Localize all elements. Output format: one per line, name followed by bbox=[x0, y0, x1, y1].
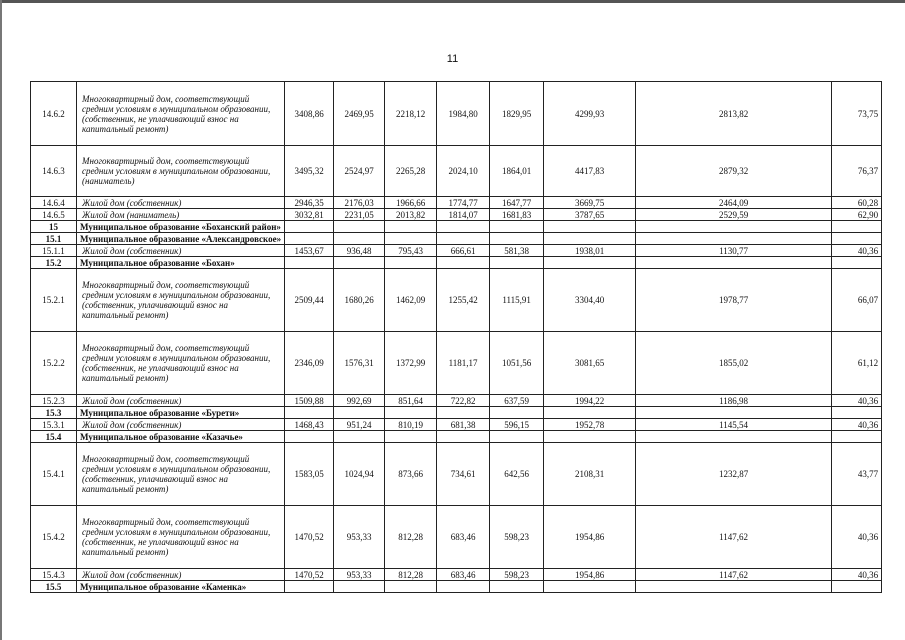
section-row bbox=[31, 257, 882, 269]
empty-cell bbox=[334, 407, 385, 419]
value-col-8: 66,07 bbox=[832, 269, 882, 332]
table-row bbox=[31, 197, 882, 209]
housing-type-description: Многоквартирный дом, соответствующий средним условиям в муниципальном образовании, (собственник, не уплачивающий взнос на капитальный ремонт) bbox=[77, 82, 285, 146]
row-number: 15.1.1 bbox=[31, 245, 77, 257]
empty-cell bbox=[832, 257, 882, 269]
empty-cell bbox=[437, 221, 490, 233]
section-title: Муниципальное образование «Каменка» bbox=[77, 581, 285, 593]
value-col-3: 795,43 bbox=[385, 245, 437, 257]
value-col-6: 1954,86 bbox=[544, 569, 636, 581]
empty-cell bbox=[490, 407, 544, 419]
value-col-5: 1647,77 bbox=[490, 197, 544, 209]
value-col-7: 1130,77 bbox=[636, 245, 832, 257]
table-row bbox=[31, 209, 882, 221]
value-col-6: 1994,22 bbox=[544, 395, 636, 407]
empty-cell bbox=[490, 581, 544, 593]
value-col-1: 1509,88 bbox=[285, 395, 334, 407]
housing-type-description: Многоквартирный дом, соответствующий средним условиям в муниципальном образовании, (собственник, не уплачивающий взнос на капитальный ремонт) bbox=[77, 506, 285, 569]
empty-cell bbox=[285, 407, 334, 419]
row-number: 14.6.4 bbox=[31, 197, 77, 209]
housing-type-description: Многоквартирный дом, соответствующий средним условиям в муниципальном образовании, (собственник, уплачивающий взнос на капитальный ремонт) bbox=[77, 443, 285, 506]
row-number: 15.2.2 bbox=[31, 332, 77, 395]
section-row bbox=[31, 407, 882, 419]
empty-cell bbox=[832, 407, 882, 419]
value-col-2: 1576,31 bbox=[334, 332, 385, 395]
housing-type-description: Жилой дом (собственник) bbox=[77, 197, 285, 209]
empty-cell bbox=[490, 221, 544, 233]
value-col-8: 40,36 bbox=[832, 506, 882, 569]
section-row bbox=[31, 581, 882, 593]
value-col-5: 642,56 bbox=[490, 443, 544, 506]
value-col-7: 1232,87 bbox=[636, 443, 832, 506]
empty-cell bbox=[490, 257, 544, 269]
value-col-4: 722,82 bbox=[437, 395, 490, 407]
value-col-7: 2529,59 bbox=[636, 209, 832, 221]
section-title: Муниципальное образование «Боханский район» bbox=[77, 221, 285, 233]
empty-cell bbox=[636, 257, 832, 269]
housing-type-description: Жилой дом (собственник) bbox=[77, 395, 285, 407]
empty-cell bbox=[636, 233, 832, 245]
value-col-4: 683,46 bbox=[437, 569, 490, 581]
table-row bbox=[31, 82, 882, 146]
value-col-2: 951,24 bbox=[334, 419, 385, 431]
empty-cell bbox=[544, 431, 636, 443]
value-col-4: 1984,80 bbox=[437, 82, 490, 146]
value-col-2: 1024,94 bbox=[334, 443, 385, 506]
tariff-table bbox=[30, 81, 882, 593]
empty-cell bbox=[437, 581, 490, 593]
empty-cell bbox=[437, 257, 490, 269]
value-col-6: 1954,86 bbox=[544, 506, 636, 569]
value-col-4: 683,46 bbox=[437, 506, 490, 569]
value-col-5: 598,23 bbox=[490, 569, 544, 581]
empty-cell bbox=[832, 581, 882, 593]
value-col-8: 40,36 bbox=[832, 569, 882, 581]
section-title: Муниципальное образование «Бохан» bbox=[77, 257, 285, 269]
value-col-6: 1938,01 bbox=[544, 245, 636, 257]
empty-cell bbox=[832, 233, 882, 245]
value-col-2: 2469,95 bbox=[334, 82, 385, 146]
row-number: 15.2 bbox=[31, 257, 77, 269]
empty-cell bbox=[385, 221, 437, 233]
housing-type-description: Многоквартирный дом, соответствующий средним условиям в муниципальном образовании, (собственник, уплачивающий взнос на капитальный ремонт) bbox=[77, 269, 285, 332]
value-col-1: 1468,43 bbox=[285, 419, 334, 431]
row-number: 15.4.3 bbox=[31, 569, 77, 581]
empty-cell bbox=[490, 431, 544, 443]
empty-cell bbox=[832, 221, 882, 233]
row-number: 15.5 bbox=[31, 581, 77, 593]
value-col-6: 3669,75 bbox=[544, 197, 636, 209]
value-col-6: 4299,93 bbox=[544, 82, 636, 146]
empty-cell bbox=[636, 221, 832, 233]
value-col-3: 2013,82 bbox=[385, 209, 437, 221]
empty-cell bbox=[385, 407, 437, 419]
value-col-2: 2231,05 bbox=[334, 209, 385, 221]
housing-type-description: Жилой дом (собственник) bbox=[77, 569, 285, 581]
value-col-8: 40,36 bbox=[832, 245, 882, 257]
empty-cell bbox=[285, 431, 334, 443]
empty-cell bbox=[385, 257, 437, 269]
value-col-3: 1966,66 bbox=[385, 197, 437, 209]
value-col-3: 2265,28 bbox=[385, 146, 437, 197]
empty-cell bbox=[544, 221, 636, 233]
empty-cell bbox=[437, 233, 490, 245]
empty-cell bbox=[285, 257, 334, 269]
value-col-4: 734,61 bbox=[437, 443, 490, 506]
housing-type-description: Жилой дом (наниматель) bbox=[77, 209, 285, 221]
value-col-2: 936,48 bbox=[334, 245, 385, 257]
value-col-7: 2464,09 bbox=[636, 197, 832, 209]
value-col-2: 2524,97 bbox=[334, 146, 385, 197]
value-col-4: 681,38 bbox=[437, 419, 490, 431]
value-col-8: 61,12 bbox=[832, 332, 882, 395]
value-col-5: 1051,56 bbox=[490, 332, 544, 395]
value-col-3: 873,66 bbox=[385, 443, 437, 506]
value-col-3: 810,19 bbox=[385, 419, 437, 431]
value-col-8: 73,75 bbox=[832, 82, 882, 146]
empty-cell bbox=[544, 407, 636, 419]
table-row bbox=[31, 419, 882, 431]
row-number: 15.4.1 bbox=[31, 443, 77, 506]
table-row bbox=[31, 332, 882, 395]
table-row bbox=[31, 443, 882, 506]
value-col-4: 1814,07 bbox=[437, 209, 490, 221]
value-col-6: 3304,40 bbox=[544, 269, 636, 332]
value-col-5: 581,38 bbox=[490, 245, 544, 257]
row-number: 15.4 bbox=[31, 431, 77, 443]
value-col-8: 43,77 bbox=[832, 443, 882, 506]
value-col-5: 596,15 bbox=[490, 419, 544, 431]
value-col-1: 1470,52 bbox=[285, 569, 334, 581]
value-col-6: 2108,31 bbox=[544, 443, 636, 506]
value-col-3: 2218,12 bbox=[385, 82, 437, 146]
value-col-7: 1147,62 bbox=[636, 569, 832, 581]
row-number: 15 bbox=[31, 221, 77, 233]
empty-cell bbox=[544, 233, 636, 245]
empty-cell bbox=[285, 221, 334, 233]
value-col-4: 666,61 bbox=[437, 245, 490, 257]
housing-type-description: Многоквартирный дом, соответствующий средним условиям в муниципальном образовании, (собственник, не уплачивающий взнос на капитальный ремонт) bbox=[77, 332, 285, 395]
value-col-1: 3495,32 bbox=[285, 146, 334, 197]
section-row bbox=[31, 233, 882, 245]
value-col-5: 598,23 bbox=[490, 506, 544, 569]
empty-cell bbox=[636, 581, 832, 593]
value-col-4: 1255,42 bbox=[437, 269, 490, 332]
empty-cell bbox=[490, 233, 544, 245]
value-col-1: 1583,05 bbox=[285, 443, 334, 506]
table-row bbox=[31, 395, 882, 407]
row-number: 14.6.2 bbox=[31, 82, 77, 146]
value-col-8: 62,90 bbox=[832, 209, 882, 221]
scan-edge-top bbox=[0, 0, 905, 3]
value-col-2: 953,33 bbox=[334, 506, 385, 569]
value-col-5: 637,59 bbox=[490, 395, 544, 407]
value-col-4: 2024,10 bbox=[437, 146, 490, 197]
value-col-6: 4417,83 bbox=[544, 146, 636, 197]
value-col-8: 40,36 bbox=[832, 419, 882, 431]
empty-cell bbox=[285, 233, 334, 245]
value-col-6: 3081,65 bbox=[544, 332, 636, 395]
row-number: 14.6.3 bbox=[31, 146, 77, 197]
table-row bbox=[31, 569, 882, 581]
value-col-1: 2509,44 bbox=[285, 269, 334, 332]
value-col-5: 1829,95 bbox=[490, 82, 544, 146]
row-number: 15.3.1 bbox=[31, 419, 77, 431]
value-col-5: 1115,91 bbox=[490, 269, 544, 332]
empty-cell bbox=[636, 431, 832, 443]
value-col-1: 2946,35 bbox=[285, 197, 334, 209]
row-number: 15.3 bbox=[31, 407, 77, 419]
value-col-5: 1681,83 bbox=[490, 209, 544, 221]
value-col-7: 1147,62 bbox=[636, 506, 832, 569]
value-col-6: 3787,65 bbox=[544, 209, 636, 221]
row-number: 15.1 bbox=[31, 233, 77, 245]
empty-cell bbox=[285, 581, 334, 593]
value-col-7: 1186,98 bbox=[636, 395, 832, 407]
empty-cell bbox=[385, 233, 437, 245]
value-col-8: 40,36 bbox=[832, 395, 882, 407]
housing-type-description: Жилой дом (собственник) bbox=[77, 419, 285, 431]
value-col-1: 3408,86 bbox=[285, 82, 334, 146]
value-col-3: 812,28 bbox=[385, 569, 437, 581]
value-col-6: 1952,78 bbox=[544, 419, 636, 431]
section-row bbox=[31, 221, 882, 233]
value-col-8: 60,28 bbox=[832, 197, 882, 209]
value-col-1: 2346,09 bbox=[285, 332, 334, 395]
empty-cell bbox=[636, 407, 832, 419]
empty-cell bbox=[437, 407, 490, 419]
page-number: 11 bbox=[446, 53, 459, 65]
value-col-7: 1145,54 bbox=[636, 419, 832, 431]
value-col-1: 3032,81 bbox=[285, 209, 334, 221]
value-col-3: 1462,09 bbox=[385, 269, 437, 332]
housing-type-description: Жилой дом (собственник) bbox=[77, 245, 285, 257]
value-col-3: 812,28 bbox=[385, 506, 437, 569]
empty-cell bbox=[334, 221, 385, 233]
row-number: 15.2.1 bbox=[31, 269, 77, 332]
value-col-1: 1470,52 bbox=[285, 506, 334, 569]
empty-cell bbox=[385, 431, 437, 443]
row-number: 15.4.2 bbox=[31, 506, 77, 569]
empty-cell bbox=[544, 257, 636, 269]
section-title: Муниципальное образование «Казачье» bbox=[77, 431, 285, 443]
empty-cell bbox=[334, 431, 385, 443]
empty-cell bbox=[334, 257, 385, 269]
value-col-7: 1978,77 bbox=[636, 269, 832, 332]
row-number: 15.2.3 bbox=[31, 395, 77, 407]
empty-cell bbox=[437, 431, 490, 443]
scan-edge-left bbox=[0, 0, 2, 640]
value-col-7: 2813,82 bbox=[636, 82, 832, 146]
value-col-3: 851,64 bbox=[385, 395, 437, 407]
value-col-2: 2176,03 bbox=[334, 197, 385, 209]
housing-type-description: Многоквартирный дом, соответствующий средним условиям в муниципальном образовании, (наниматель) bbox=[77, 146, 285, 197]
section-row bbox=[31, 431, 882, 443]
table-row bbox=[31, 269, 882, 332]
value-col-4: 1774,77 bbox=[437, 197, 490, 209]
value-col-2: 1680,26 bbox=[334, 269, 385, 332]
section-title: Муниципальное образование «Александровское» bbox=[77, 233, 285, 245]
empty-cell bbox=[334, 581, 385, 593]
value-col-3: 1372,99 bbox=[385, 332, 437, 395]
table-row bbox=[31, 146, 882, 197]
value-col-1: 1453,67 bbox=[285, 245, 334, 257]
table-row bbox=[31, 245, 882, 257]
value-col-7: 1855,02 bbox=[636, 332, 832, 395]
value-col-7: 2879,32 bbox=[636, 146, 832, 197]
value-col-5: 1864,01 bbox=[490, 146, 544, 197]
empty-cell bbox=[385, 581, 437, 593]
value-col-2: 992,69 bbox=[334, 395, 385, 407]
table-row bbox=[31, 506, 882, 569]
row-number: 14.6.5 bbox=[31, 209, 77, 221]
value-col-2: 953,33 bbox=[334, 569, 385, 581]
empty-cell bbox=[544, 581, 636, 593]
empty-cell bbox=[832, 431, 882, 443]
empty-cell bbox=[334, 233, 385, 245]
value-col-4: 1181,17 bbox=[437, 332, 490, 395]
value-col-8: 76,37 bbox=[832, 146, 882, 197]
section-title: Муниципальное образование «Бурети» bbox=[77, 407, 285, 419]
